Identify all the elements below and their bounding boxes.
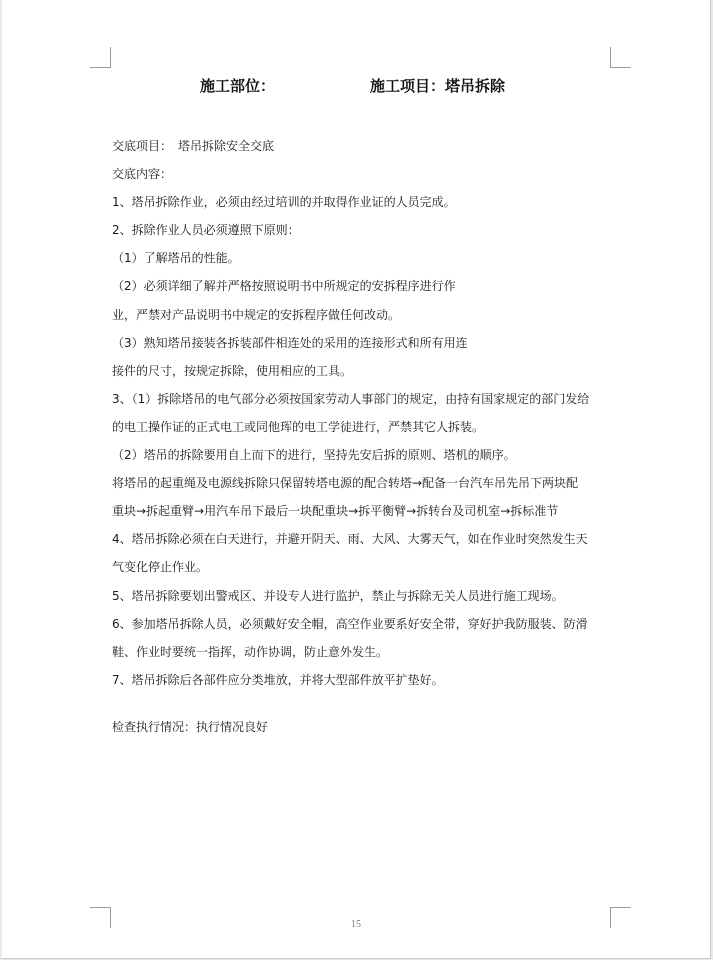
crop-mark-top-left (90, 47, 111, 68)
document-page (2, 0, 711, 959)
document-heading (2, 75, 710, 97)
page-number: 15 (351, 919, 361, 930)
subject-line: 交底项目： 塔吊拆除安全交底 (112, 139, 275, 153)
body-line: （3）熟知塔吊接装各拆装部件相连处的采用的连接形式和所有用连 (112, 335, 468, 350)
body-line: 3、（1）拆除塔吊的电气部分必须按国家劳动人事部门的规定，由持有国家规定的部门发给 (112, 391, 590, 406)
body-line: 1、塔吊拆除作业，必须由经过培训的并取得作业证的人员完成。 (112, 195, 456, 210)
body-line: （2）必须详细了解并严格按照说明书中所规定的安拆程序进行作 (112, 279, 456, 294)
body-line: 的电工操作证的正式电工或同他珲的电工学徒进行，严禁其它人拆装。 (112, 419, 485, 434)
body-line: （1）了解塔吊的性能。 (112, 251, 240, 266)
body-line: 5、塔吊拆除要划出警戒区、并设专人进行监护，禁止与拆除无关人员进行施工现场。 (112, 588, 564, 603)
body-line: 鞋、作业时要统一指挥，动作协调，防止意外发生。 (112, 644, 389, 659)
body-line: 7、塔吊拆除后各部件应分类堆放，并将大型部件放平扩垫好。 (112, 672, 444, 687)
document-body (112, 132, 632, 741)
crop-mark-top-right (610, 47, 631, 68)
construction-part-label: 施工部位： (200, 77, 276, 95)
content-label: 交底内容： (112, 167, 173, 182)
body-line: 2、拆除作业人员必须遵照下原则： (112, 223, 300, 238)
check-status-line: 检查执行情况：执行情况良好 (112, 719, 269, 734)
body-line: （2）塔吊的拆除要用自上而下的进行，坚持先安后拆的原则、塔机的顺序。 (112, 448, 516, 463)
body-line: 4、塔吊拆除必须在白天进行，并避开阴天、雨、大风、大雾天气，如在作业时突然发生天 (112, 532, 588, 547)
body-line: 业，严禁对产品说明书中规定的安拆程序做任何改动。 (112, 307, 401, 322)
construction-project-label: 施工项目：塔吊拆除 (370, 77, 506, 95)
body-line: 气变化停止作业。 (112, 560, 209, 575)
body-line: 将塔吊的起重绳及电源线拆除只保留转塔电源的配合转塔→配备一台汽车吊先吊下两块配 (112, 476, 579, 491)
body-line: 6、参加塔吊拆除人员，必须戴好安全帽，高空作业要系好安全带，穿好护我防服装、防滑 (112, 616, 588, 631)
body-line: 接件的尺寸，按规定拆除，使用相应的工具。 (112, 363, 353, 378)
body-line: 重块→拆起重臂→用汽车吊下最后一块配重块→拆平衡臂→拆转台及司机室→拆标准节 (112, 504, 559, 519)
